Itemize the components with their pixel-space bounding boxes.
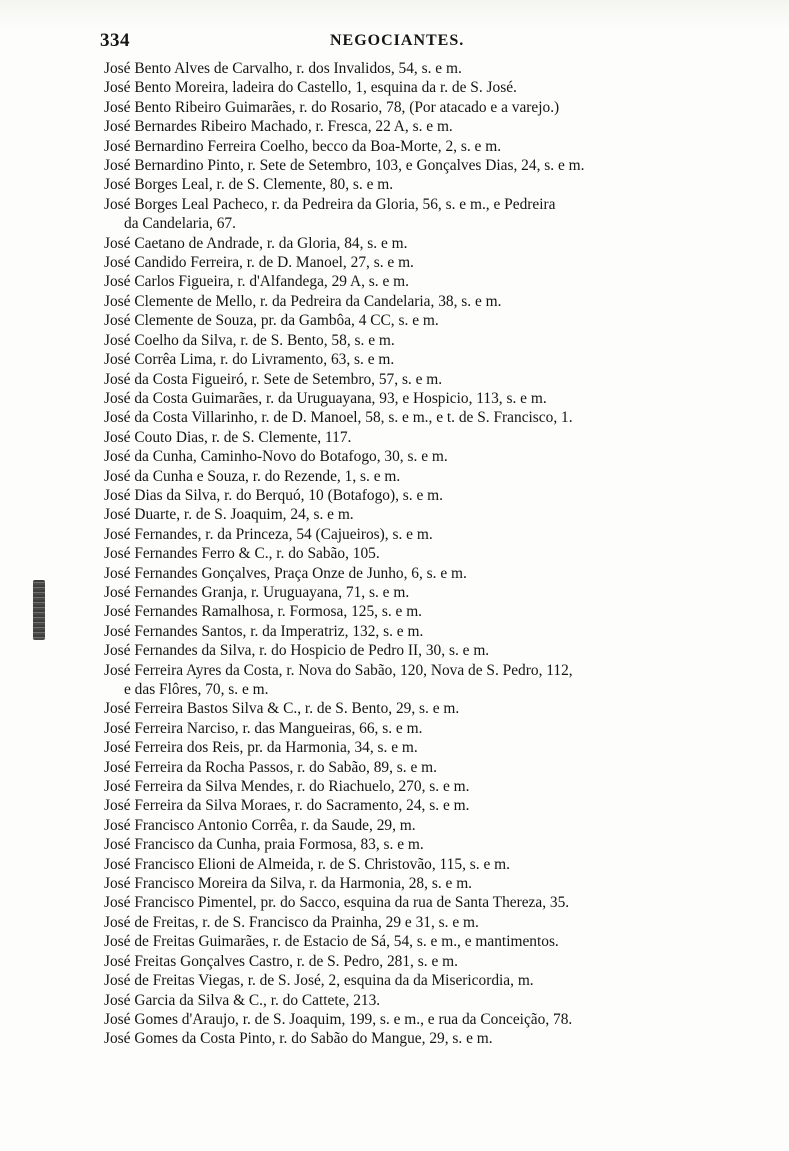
- directory-entry: [104, 564, 754, 583]
- directory-entry: [104, 292, 754, 311]
- directory-entry: [104, 253, 754, 272]
- entry-text: José Couto Dias, r. de S. Clemente, 117.: [104, 428, 352, 446]
- directory-entry: [104, 408, 754, 427]
- entry-text: José Clemente de Souza, pr. da Gambôa, 4 CC, s. e m.: [104, 312, 439, 330]
- entry-text: José Borges Leal Pacheco, r. da Pedreira da Gloria, 56, s. e m., e Pedreira: [104, 195, 556, 213]
- entry-text: José Dias da Silva, r. do Berquó, 10 (Botafogo), s. e m.: [104, 486, 443, 504]
- directory-entry: [104, 583, 754, 602]
- entry-text: José Coelho da Silva, r. de S. Bento, 58, s. e m.: [104, 331, 395, 349]
- directory-entry: [104, 195, 754, 234]
- entry-text: José da Costa Villarinho, r. de D. Manoel, 58, s. e m., e t. de S. Francisco, 1.: [104, 409, 573, 427]
- entry-text: José Fernandes Santos, r. da Imperatriz, 132, s. e m.: [104, 622, 424, 640]
- entry-text: José da Costa Figueiró, r. Sete de Setembro, 57, s. e m.: [104, 370, 443, 388]
- directory-entry: [104, 370, 754, 389]
- entry-text: José Francisco Antonio Corrêa, r. da Saude, 29, m.: [104, 816, 416, 834]
- entry-text: José Ferreira Bastos Silva & C., r. de S. Bento, 29, s. e m.: [104, 700, 460, 718]
- directory-entry: [104, 991, 754, 1010]
- entry-text: José Ferreira dos Reis, pr. da Harmonia, 34, s. e m.: [104, 739, 418, 757]
- entry-text: José de Freitas Viegas, r. de S. José, 2, esquina da da Misericordia, m.: [104, 972, 534, 990]
- entry-text: José Ferreira da Silva Moraes, r. do Sacramento, 24, s. e m.: [104, 797, 470, 815]
- directory-entry: [104, 1029, 754, 1048]
- directory-entry: [104, 855, 754, 874]
- entry-continuation: e das Flôres, 70, s. e m.: [124, 681, 269, 698]
- margin-ink-mark: [33, 580, 45, 640]
- entry-text: José Caetano de Andrade, r. da Gloria, 84, s. e m.: [104, 234, 408, 252]
- directory-entry: [104, 952, 754, 971]
- directory-entry: [104, 505, 754, 524]
- page-header: [100, 30, 680, 58]
- directory-entry: [104, 719, 754, 738]
- directory-entry: [104, 777, 754, 796]
- entry-text: José Bernardino Ferreira Coelho, becco da Boa-Morte, 2, s. e m.: [104, 137, 502, 155]
- entry-text: José Candido Ferreira, r. de D. Manoel, 27, s. e m.: [104, 254, 414, 272]
- entry-text: José Gomes da Costa Pinto, r. do Sabão do Mangue, 29, s. e m.: [104, 1030, 493, 1048]
- directory-entry: [104, 78, 754, 97]
- directory-entry: [104, 428, 754, 447]
- directory-entry: [104, 234, 754, 253]
- entry-text: José Freitas Gonçalves Castro, r. de S. Pedro, 281, s. e m.: [104, 952, 458, 970]
- entry-text: José Clemente de Mello, r. da Pedreira da Candelaria, 38, s. e m.: [104, 292, 502, 310]
- entry-text: José Duarte, r. de S. Joaquim, 24, s. e m.: [104, 506, 354, 524]
- entry-text: José Francisco Elioni de Almeida, r. de S. Christovão, 115, s. e m.: [104, 855, 510, 873]
- directory-entry: [104, 874, 754, 893]
- entry-text: José Corrêa Lima, r. do Livramento, 63, s. e m.: [104, 351, 395, 369]
- directory-entry: [104, 137, 754, 156]
- entry-text: José de Freitas, r. de S. Francisco da Prainha, 29 e 31, s. e m.: [104, 913, 479, 931]
- entry-text: José Bento Moreira, ladeira do Castello, 1, esquina da r. de S. José.: [104, 79, 517, 97]
- directory-entry: [104, 971, 754, 990]
- directory-entry: [104, 816, 754, 835]
- directory-entry: [104, 350, 754, 369]
- entry-text: José Fernandes da Silva, r. do Hospicio de Pedro II, 30, s. e m.: [104, 642, 490, 660]
- entry-text: José Fernandes Gonçalves, Praça Onze de Junho, 6, s. e m.: [104, 564, 467, 582]
- entry-text: José Garcia da Silva & C., r. do Cattete, 213.: [104, 991, 381, 1009]
- entry-text: José Francisco Pimentel, pr. do Sacco, esquina da rua de Santa Thereza, 35.: [104, 894, 570, 912]
- entry-text: José Ferreira da Rocha Passos, r. do Sabão, 89, s. e m.: [104, 758, 437, 776]
- entry-text: José Fernandes Ferro & C., r. do Sabão, 105.: [104, 545, 380, 563]
- directory-entry: [104, 796, 754, 815]
- entry-text: José da Costa Guimarães, r. da Uruguayana, 93, e Hospicio, 113, s. e m.: [104, 389, 547, 407]
- entry-text: José Ferreira Narciso, r. das Mangueiras, 66, s. e m.: [104, 719, 423, 737]
- directory-entry: [104, 1010, 754, 1029]
- directory-entry: [104, 447, 754, 466]
- directory-entry: [104, 117, 754, 136]
- directory-entry: [104, 389, 754, 408]
- directory-entry: [104, 835, 754, 854]
- entry-text: José Fernandes Granja, r. Uruguayana, 71, s. e m.: [104, 583, 410, 601]
- page-number: 334: [100, 30, 130, 51]
- entry-text: José Fernandes Ramalhosa, r. Formosa, 125, s. e m.: [104, 603, 423, 621]
- directory-entry: [104, 331, 754, 350]
- directory-entry: [104, 913, 754, 932]
- entry-text: José Carlos Figueira, r. d'Alfandega, 29 A, s. e m.: [104, 273, 409, 291]
- directory-entry: [104, 486, 754, 505]
- directory-entry: [104, 59, 754, 78]
- entry-text: José Francisco Moreira da Silva, r. da Harmonia, 28, s. e m.: [104, 875, 473, 893]
- entry-text: José da Cunha e Souza, r. do Rezende, 1, s. e m.: [104, 467, 401, 485]
- directory-entry: [104, 641, 754, 660]
- directory-entry: [104, 544, 754, 563]
- directory-entry: [104, 311, 754, 330]
- entry-text: José Bernardino Pinto, r. Sete de Setembro, 103, e Gonçalves Dias, 24, s. e m.: [104, 157, 585, 175]
- entry-text: José Gomes d'Araujo, r. de S. Joaquim, 199, s. e m., e rua da Conceição, 78.: [104, 1010, 573, 1028]
- directory-entry: [104, 525, 754, 544]
- page-top-shading: [0, 0, 789, 30]
- directory-entry: [104, 156, 754, 175]
- directory-entry: [104, 602, 754, 621]
- running-head: NEGOCIANTES.: [330, 32, 465, 49]
- directory-list: [104, 59, 754, 1049]
- entry-text: José Ferreira da Silva Mendes, r. do Riachuelo, 270, s. e m.: [104, 778, 470, 796]
- directory-entry: [104, 622, 754, 641]
- directory-entry: [104, 893, 754, 912]
- entry-text: José Ferreira Ayres da Costa, r. Nova do Sabão, 120, Nova de S. Pedro, 112,: [104, 661, 573, 679]
- entry-text: José de Freitas Guimarães, r. de Estacio de Sá, 54, s. e m., e mantimentos.: [104, 933, 559, 951]
- directory-entry: [104, 467, 754, 486]
- directory-entry: [104, 175, 754, 194]
- directory-entry: [104, 98, 754, 117]
- entry-text: José Bernardes Ribeiro Machado, r. Fresca, 22 A, s. e m.: [104, 118, 453, 136]
- entry-text: José Bento Alves de Carvalho, r. dos Invalidos, 54, s. e m.: [104, 60, 462, 77]
- directory-entry: [104, 738, 754, 757]
- directory-entry: [104, 932, 754, 951]
- entry-text: José Bento Ribeiro Guimarães, r. do Rosario, 78, (Por atacado e a varejo.): [104, 98, 560, 116]
- entry-text: José da Cunha, Caminho-Novo do Botafogo, 30, s. e m.: [104, 448, 448, 466]
- entry-text: José Francisco da Cunha, praia Formosa, 83, s. e m.: [104, 836, 424, 854]
- entry-continuation: da Candelaria, 67.: [124, 215, 236, 233]
- directory-entry: [104, 272, 754, 291]
- entry-text: José Fernandes, r. da Princeza, 54 (Cajueiros), s. e m.: [104, 525, 433, 543]
- directory-entry: [104, 758, 754, 777]
- directory-entry: [104, 661, 754, 700]
- entry-text: José Borges Leal, r. de S. Clemente, 80, s. e m.: [104, 176, 394, 194]
- directory-entry: [104, 699, 754, 718]
